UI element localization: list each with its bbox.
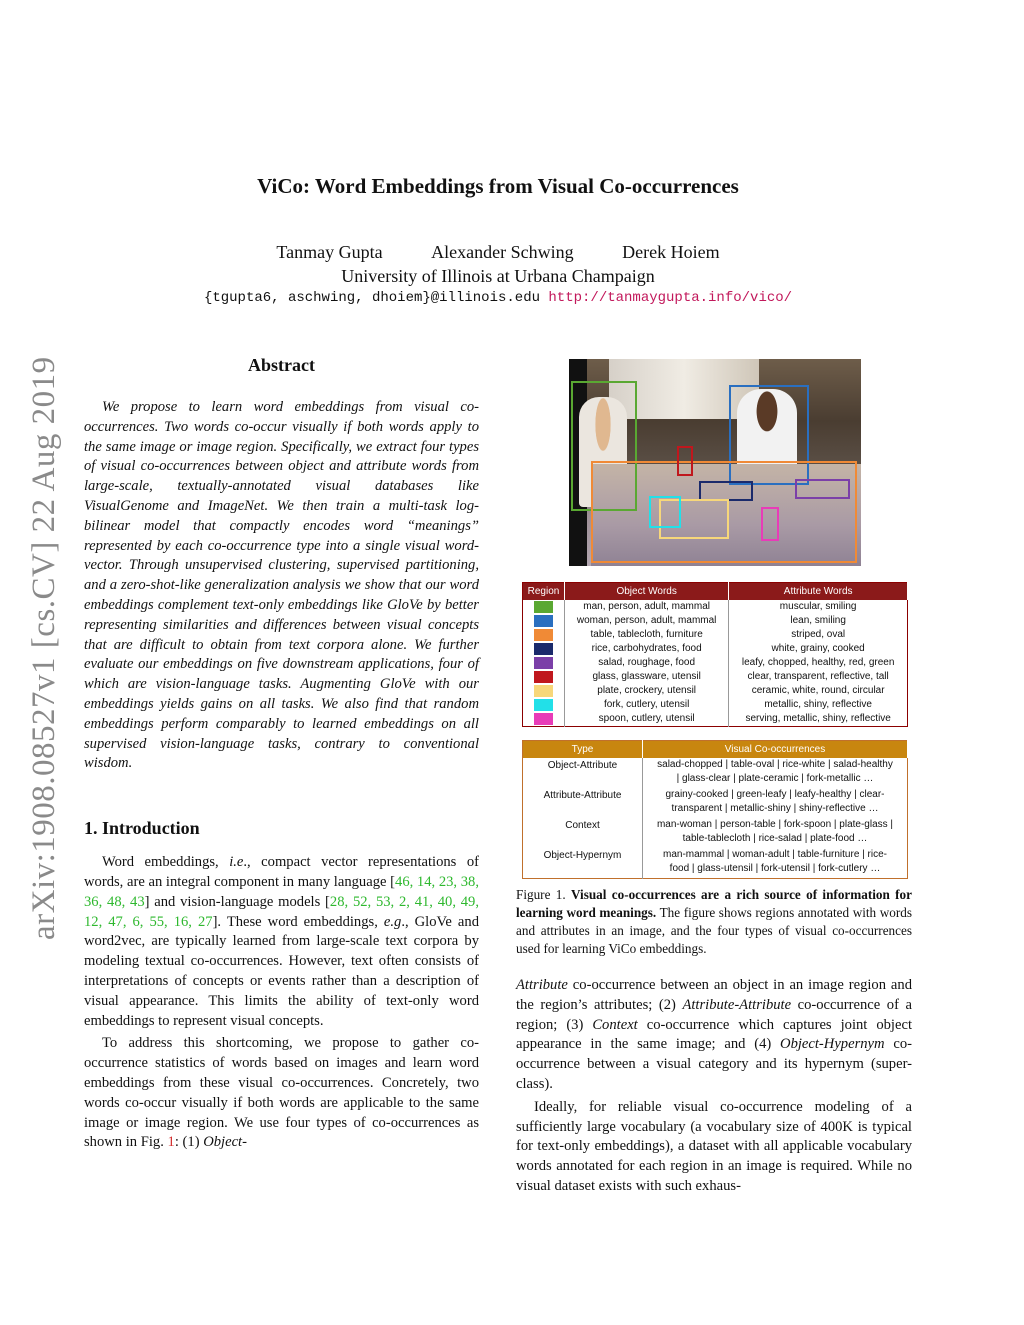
object-words-cell: rice, carbohydrates, food — [565, 642, 729, 656]
attribute-words-cell: lean, smiling — [790, 615, 846, 626]
author-3: Derek Hoiem — [622, 242, 720, 262]
bbox-spoon — [761, 507, 779, 541]
cooccurrence-type-cell: Attribute-Attribute — [523, 788, 643, 818]
region-color-swatch — [523, 684, 565, 698]
region-color-swatch — [523, 642, 565, 656]
intro-paragraph-1: Word embeddings, i.e., compact vector representations of words, are an integral component in many language [46, 14, 23, 38, 36, 48, 43] and vision-language models [28, 52, 53, 2, 41, 40, 49, 12, 47, 6, 55, 16, 27]. These word embeddings, e.g., GloVe and word2vec, are typically learned from large-scale text corpora by modeling textual co-occurrences. However, text often consists of interpretations of concepts or events rather than a description of visual appearance. This limits the ability of text-only word embeddings to represent visual concepts. — [84, 854, 479, 1029]
cooccurrence-type-cell: Object-Attribute — [523, 758, 643, 788]
cooccurrence-row — [523, 758, 908, 788]
intro-paragraph-2: To address this shortcoming, we propose to gather co-occurrence statistics of words based on images and learn word embeddings from these visual co-occurrences. Concretely, two words co-occur visually if both words are applicable to the same image or image region. We use four types of co-occurrences as shown in Fig. 1: (1) Object- — [84, 1035, 479, 1151]
author-2: Alexander Schwing — [431, 242, 574, 262]
table-header-attribute-words: Attribute Words — [729, 583, 908, 601]
object-words-cell: fork, cutlery, utensil — [565, 698, 729, 712]
cooccurrence-examples-cell: man-woman | person-table | fork-spoon | plate-glass | table-tablecloth | rice-salad | plate-food … — [656, 819, 894, 844]
object-words-cell: spoon, cutlery, utensil — [565, 712, 729, 727]
attribute-words-cell: clear, transparent, reflective, tall — [747, 671, 889, 682]
cooccurrence-row — [523, 818, 908, 848]
cooccurrence-examples-cell: man-mammal | woman-adult | table-furniture | rice- food | glass-utensil | fork-utensil | fork-cutlery … — [663, 849, 887, 874]
email-addresses: {tgupta6, aschwing, dhoiem}@illinois.edu — [203, 290, 540, 306]
region-color-swatch — [523, 628, 565, 642]
table-header-type: Type — [523, 741, 643, 759]
region-row — [523, 642, 908, 656]
cooccurrence-row — [523, 788, 908, 818]
table-header-region: Region — [523, 583, 565, 601]
region-row — [523, 670, 908, 684]
region-color-swatch — [523, 656, 565, 670]
abstract-text: We propose to learn word embeddings from visual co-occurrences. Two words co-occur visually if both words apply to the same image or image region. Specifically, we extract four types of visual co-occurrences between object and attribute words from large-scale, textually-annotated visual databases like VisualGenome and ImageNet. We then train a multi-task log-bilinear model that compactly encodes word “meanings” represented by each co-occurrence type into a single visual word-vector. Through unsupervised clustering, supervised partitioning, and a zero-shot-like generalization analysis we show that our word embeddings complement text-only embeddings like GloVe by better representing similarities and differences between visual concepts that are difficult to obtain from text corpora alone. We further evaluate our embeddings on five downstream applications, four of which are vision-language tasks. Augmenting GloVe with our embeddings yields gains on all tasks. We also find that random embeddings perform comparably to learned embeddings on all supervised vision-language tasks, contrary to conventional wisdom. — [84, 399, 479, 772]
citation-links-vision-language[interactable]: 28, 52, 53, 2, 41, 40, 49, 12, 47, 6, 55, 16, 27 — [84, 893, 479, 930]
bbox-rice — [699, 481, 753, 501]
figure-1-link[interactable]: 1 — [167, 1134, 175, 1151]
visual-cooccurrence-table — [522, 740, 908, 879]
figure-1-photo — [569, 359, 861, 566]
author-1: Tanmay Gupta — [276, 242, 383, 262]
affiliation: University of Illinois at Urbana Champaign — [341, 266, 655, 286]
region-words-table-body — [523, 600, 908, 727]
region-color-swatch — [523, 698, 565, 712]
object-words-cell: salad, roughage, food — [565, 656, 729, 670]
attribute-words-cell: metallic, shiny, reflective — [764, 699, 872, 710]
object-words-cell: man, person, adult, mammal — [565, 600, 729, 614]
region-color-swatch — [523, 712, 565, 727]
author-block — [0, 240, 996, 288]
region-row — [523, 698, 908, 712]
cooccurrence-type-cell: Context — [523, 818, 643, 848]
attribute-words-cell: muscular, smiling — [779, 601, 857, 612]
attribute-words-cell: white, grainy, cooked — [771, 643, 865, 654]
attribute-words-cell: leafy, chopped, healthy, red, green — [741, 657, 895, 668]
attribute-words-cell: ceramic, white, round, circular — [751, 685, 885, 696]
visual-cooccurrence-table-body — [523, 758, 908, 879]
cooccurrence-type-cell: Object-Hypernym — [523, 848, 643, 879]
table-header-visual-cooccurrences: Visual Co-occurrences — [643, 741, 908, 759]
object-words-cell: glass, glassware, utensil — [565, 670, 729, 684]
abstract-heading: Abstract — [248, 355, 315, 375]
contact-line — [0, 290, 996, 306]
attribute-words-cell: serving, metallic, shiny, reflective — [745, 713, 891, 724]
object-words-cell: table, tablecloth, furniture — [565, 628, 729, 642]
right-paragraph-1: Attribute co-occurrence between an object in an image region and the region’s attributes; (2) Attribute-Attribute co-occurrence of a region; (3) Context co-occurrence which captures joint object appearance in the same image; and (4) Object-Hypernym co-occurrence between a visual category and its hypernym (super-class). — [516, 977, 912, 1092]
region-color-swatch — [523, 614, 565, 628]
region-row — [523, 656, 908, 670]
project-url-link[interactable]: http://tanmaygupta.info/vico/ — [548, 290, 793, 306]
region-row — [523, 628, 908, 642]
author-names — [0, 240, 996, 264]
region-color-swatch — [523, 600, 565, 614]
attribute-words-cell: striped, oval — [791, 629, 846, 640]
cooccurrence-examples-cell: grainy-cooked | green-leafy | leafy-healthy | clear- transparent | metallic-shiny | shiny-reflective … — [665, 789, 885, 814]
region-color-swatch — [523, 670, 565, 684]
citation-links-language[interactable]: 46, 14, 23, 38, 36, 48, 43 — [84, 873, 479, 910]
region-row — [523, 614, 908, 628]
region-row — [523, 712, 908, 727]
paper-title: ViCo: Word Embeddings from Visual Co-occurrences — [257, 174, 739, 198]
cooccurrence-row — [523, 848, 908, 879]
object-words-cell: plate, crockery, utensil — [565, 684, 729, 698]
left-column — [84, 355, 479, 1156]
figure-1-caption: Figure 1. Visual co-occurrences are a rich source of information for learning word meanings. The figure shows regions annotated with words and attributes in an image, and the four types of visual co-occurrences used for learning ViCo embeddings. — [516, 887, 913, 956]
right-column-text — [516, 976, 912, 1200]
arxiv-watermark: arXiv:1908.08527v1 [cs.CV] 22 Aug 2019 — [26, 356, 62, 940]
region-row — [523, 684, 908, 698]
right-paragraph-2: Ideally, for reliable visual co-occurrence modeling of a sufficiently large vocabulary (a vocabulary size of 400K is typical for text-only embeddings), a dataset with all applicable vocabulary words annotated for each region in an image is required. While no visual dataset exists with such exhaus- — [516, 1098, 912, 1194]
bbox-fork — [649, 496, 681, 528]
region-words-table — [522, 582, 908, 727]
table-header-object-words: Object Words — [565, 583, 729, 601]
introduction-heading: 1. Introduction — [84, 818, 200, 839]
cooccurrence-examples-cell: salad-chopped | table-oval | rice-white | salad-healthy | glass-clear | plate-ceramic | fork-metallic … — [657, 759, 893, 784]
object-words-cell: woman, person, adult, mammal — [565, 614, 729, 628]
bbox-glass — [677, 446, 693, 476]
region-row — [523, 600, 908, 614]
bbox-salad — [795, 479, 850, 499]
